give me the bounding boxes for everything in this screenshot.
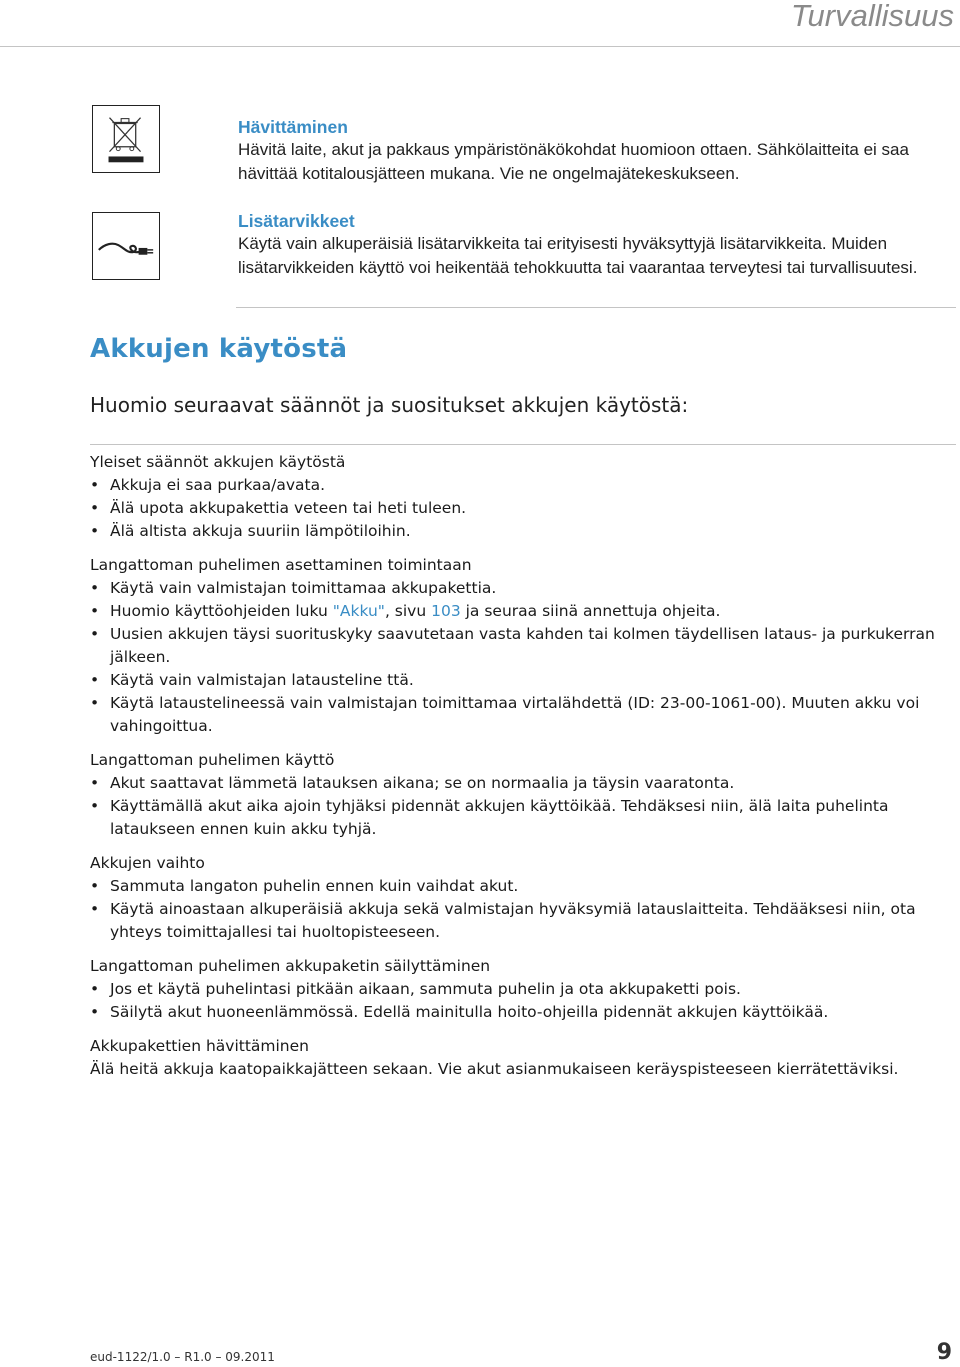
disposal-text: Hävitä laite, akut ja pakkaus ympäristönäkökohdat huomioon ottaen. Sähkölaitteita ei saa hävittää kotitalousjätteen mukana. Vie ne ongelmajätekeskukseen. bbox=[238, 140, 909, 183]
list-item: • Uusien akkujen täysi suorituskyky saavutetaan vasta kahden tai kolmen täydellisen lataus- ja purkukerran jälkeen. bbox=[90, 625, 935, 666]
list-item: • Käyttämällä akut aika ajoin tyhjäksi pidennät akkujen käyttöikää. Tehdäksesi niin, älä laita puhelinta lataukseen ennen kuin akku tyhjä. bbox=[90, 797, 889, 838]
bullet: • bbox=[90, 980, 100, 998]
list-item: • Huomio käyttöohjeiden luku "Akku", sivu 103 ja seuraa siinä annettuja ohjeita. bbox=[90, 600, 956, 623]
list-item: • Akut saattavat lämmetä latauksen aikana; se on normaalia ja täysin vaaratonta. bbox=[90, 772, 956, 795]
page-link[interactable]: 103 bbox=[431, 602, 461, 620]
replace-group bbox=[90, 852, 956, 944]
general-rules-group bbox=[90, 451, 956, 543]
bullet: • bbox=[90, 877, 100, 895]
section-title: Akkujen käytöstä bbox=[90, 334, 348, 364]
document-id: eud-1122/1.0 – R1.0 – 09.2011 bbox=[90, 1350, 275, 1364]
notice-divider bbox=[236, 307, 956, 308]
accessories-text: Käytä vain alkuperäisiä lisätarvikkeita tai erityisesti hyväksyttyjä lisätarvikkeita. Muiden lisätarvikkeiden käyttö voi heikentää tehokkuutta tai vaarantaa terveytesi tai turvallisuutesi. bbox=[238, 234, 918, 277]
bullet: • bbox=[90, 797, 100, 815]
disposal-group bbox=[90, 1035, 956, 1081]
list-item: • Älä altista akkuja suuriin lämpötiloihin. bbox=[90, 520, 956, 543]
list-item: • Käytä vain valmistajan latausteline ttä. bbox=[90, 669, 956, 692]
disposal-notice bbox=[238, 116, 953, 185]
accessories-notice bbox=[238, 210, 953, 279]
list-item: • Jos et käytä puhelintasi pitkään aikaan, sammuta puhelin ja ota akkupaketti pois. bbox=[90, 978, 956, 1001]
accessories-title: Lisätarvikkeet bbox=[238, 211, 355, 231]
disposal-instructions: Älä heitä akkuja kaatopaikkajätteen sekaan. Vie akut asianmukaiseen keräyspisteeseen kierrätettäviksi. bbox=[90, 1060, 899, 1078]
power-cable-icon bbox=[92, 212, 160, 280]
bullet: • bbox=[90, 476, 100, 494]
disposal-title: Hävittäminen bbox=[238, 117, 348, 137]
bullet: • bbox=[90, 602, 100, 620]
group-heading: Langattoman puhelimen akkupaketin säilyttäminen bbox=[90, 957, 491, 975]
bullet: • bbox=[90, 1003, 100, 1021]
usage-group bbox=[90, 749, 956, 841]
group-heading: Langattoman puhelimen käyttö bbox=[90, 751, 335, 769]
header-divider bbox=[0, 46, 960, 47]
battery-rules bbox=[90, 451, 956, 1092]
list-item: • Käytä lataustelineessä vain valmistajan toimittamaa virtalähdettä (ID: 23-00-1061-00). Muuten akku voi vahingoittua. bbox=[90, 694, 920, 735]
section-intro: Huomio seuraavat säännöt ja suositukset akkujen käytöstä: bbox=[90, 393, 689, 417]
bullet: • bbox=[90, 900, 100, 918]
list-item: • Akkuja ei saa purkaa/avata. bbox=[90, 474, 956, 497]
bullet: • bbox=[90, 671, 100, 689]
crossed-out-bin-icon bbox=[92, 105, 160, 173]
page-header-title: Turvallisuus bbox=[790, 0, 954, 33]
group-heading: Akkupakettien hävittäminen bbox=[90, 1037, 309, 1055]
list-item: • Säilytä akut huoneenlämmössä. Edellä mainitulla hoito-ohjeilla pidennät akkujen käyttöikää. bbox=[90, 1001, 956, 1024]
bullet: • bbox=[90, 522, 100, 540]
bullet: • bbox=[90, 694, 100, 712]
storage-group bbox=[90, 955, 956, 1024]
group-heading: Akkujen vaihto bbox=[90, 854, 205, 872]
group-heading: Yleiset säännöt akkujen käytöstä bbox=[90, 453, 346, 471]
list-item: • Älä upota akkupakettia veteen tai heti tuleen. bbox=[90, 497, 956, 520]
bullet: • bbox=[90, 774, 100, 792]
page-number: 9 bbox=[936, 1340, 952, 1365]
list-item: • Sammuta langaton puhelin ennen kuin vaihdat akut. bbox=[90, 875, 956, 898]
list-item: • Käytä ainoastaan alkuperäisiä akkuja sekä valmistajan hyväksymiä latauslaitteita. Tehdääksesi niin, ota yhteys toimittajallesi tai huoltopisteeseen. bbox=[90, 900, 916, 941]
battery-chapter-link[interactable]: "Akku" bbox=[332, 602, 385, 620]
bullet: • bbox=[90, 625, 100, 643]
group-heading: Langattoman puhelimen asettaminen toimintaan bbox=[90, 556, 472, 574]
list-item: • Käytä vain valmistajan toimittamaa akkupakettia. bbox=[90, 577, 956, 600]
bullet: • bbox=[90, 579, 100, 597]
section-divider bbox=[90, 444, 956, 445]
bullet: • bbox=[90, 499, 100, 517]
setup-group bbox=[90, 554, 956, 738]
